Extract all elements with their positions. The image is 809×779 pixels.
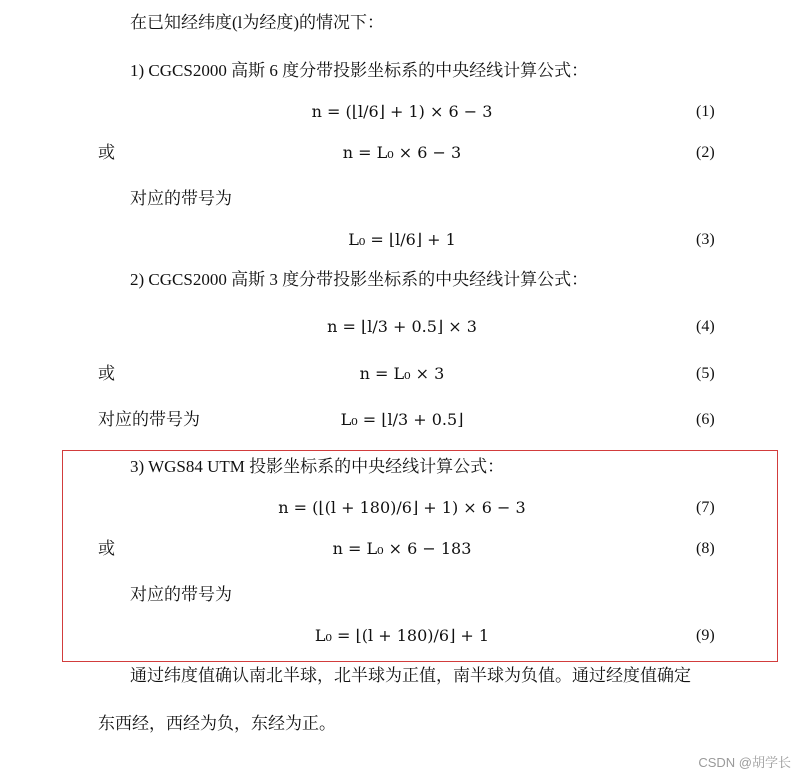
or-label-2: 或 (98, 364, 115, 383)
or-label-1: 或 (98, 143, 115, 162)
formula-number-4: (4) (696, 318, 715, 335)
formula-number-3: (3) (696, 231, 715, 248)
formula-3: L₀ = ⌊l/6⌋ + 1 (348, 230, 456, 249)
band-label-3: 对应的带号为 (130, 585, 232, 604)
formula-number-9: (9) (696, 627, 715, 644)
formula-number-1: (1) (696, 103, 715, 120)
formula-number-8: (8) (696, 540, 715, 557)
formula-7: n = (⌊(l + 180)/6⌋ + 1) × 6 − 3 (278, 498, 526, 517)
or-label-3: 或 (98, 539, 115, 558)
watermark: CSDN @胡学长 (698, 755, 791, 770)
formula-9: L₀ = ⌊(l + 180)/6⌋ + 1 (314, 626, 490, 645)
section-2-heading: 2) CGCS2000 高斯 3 度分带投影坐标系的中央经线计算公式： (130, 270, 589, 289)
formula-2: n = L₀ × 6 − 3 (342, 143, 462, 162)
band-label-2: 对应的带号为 (98, 410, 200, 429)
conclusion-line-2: 东西经，西经为负，东经为正。 (98, 714, 336, 733)
section-1-heading: 1) CGCS2000 高斯 6 度分带投影坐标系的中央经线计算公式： (130, 61, 589, 80)
conclusion-line-1: 通过纬度值确认南北半球，北半球为正值，南半球为负值。通过经度值确定 (130, 666, 691, 685)
formula-5: n = L₀ × 3 (359, 364, 445, 383)
formula-4: n = ⌊l/3 + 0.5⌋ × 3 (327, 317, 477, 336)
intro-text: 在已知经纬度(l为经度)的情况下： (130, 13, 385, 32)
formula-6: L₀ = ⌊l/3 + 0.5⌋ (340, 410, 464, 429)
formula-number-7: (7) (696, 499, 715, 516)
section-3-heading: 3) WGS84 UTM 投影坐标系的中央经线计算公式： (130, 457, 505, 476)
formula-1: n = (⌊l/6⌋ + 1) × 6 − 3 (311, 102, 493, 121)
formula-number-6: (6) (696, 411, 715, 428)
band-label-1: 对应的带号为 (130, 189, 232, 208)
formula-number-2: (2) (696, 144, 715, 161)
formula-8: n = L₀ × 6 − 183 (332, 539, 472, 558)
formula-number-5: (5) (696, 365, 715, 382)
